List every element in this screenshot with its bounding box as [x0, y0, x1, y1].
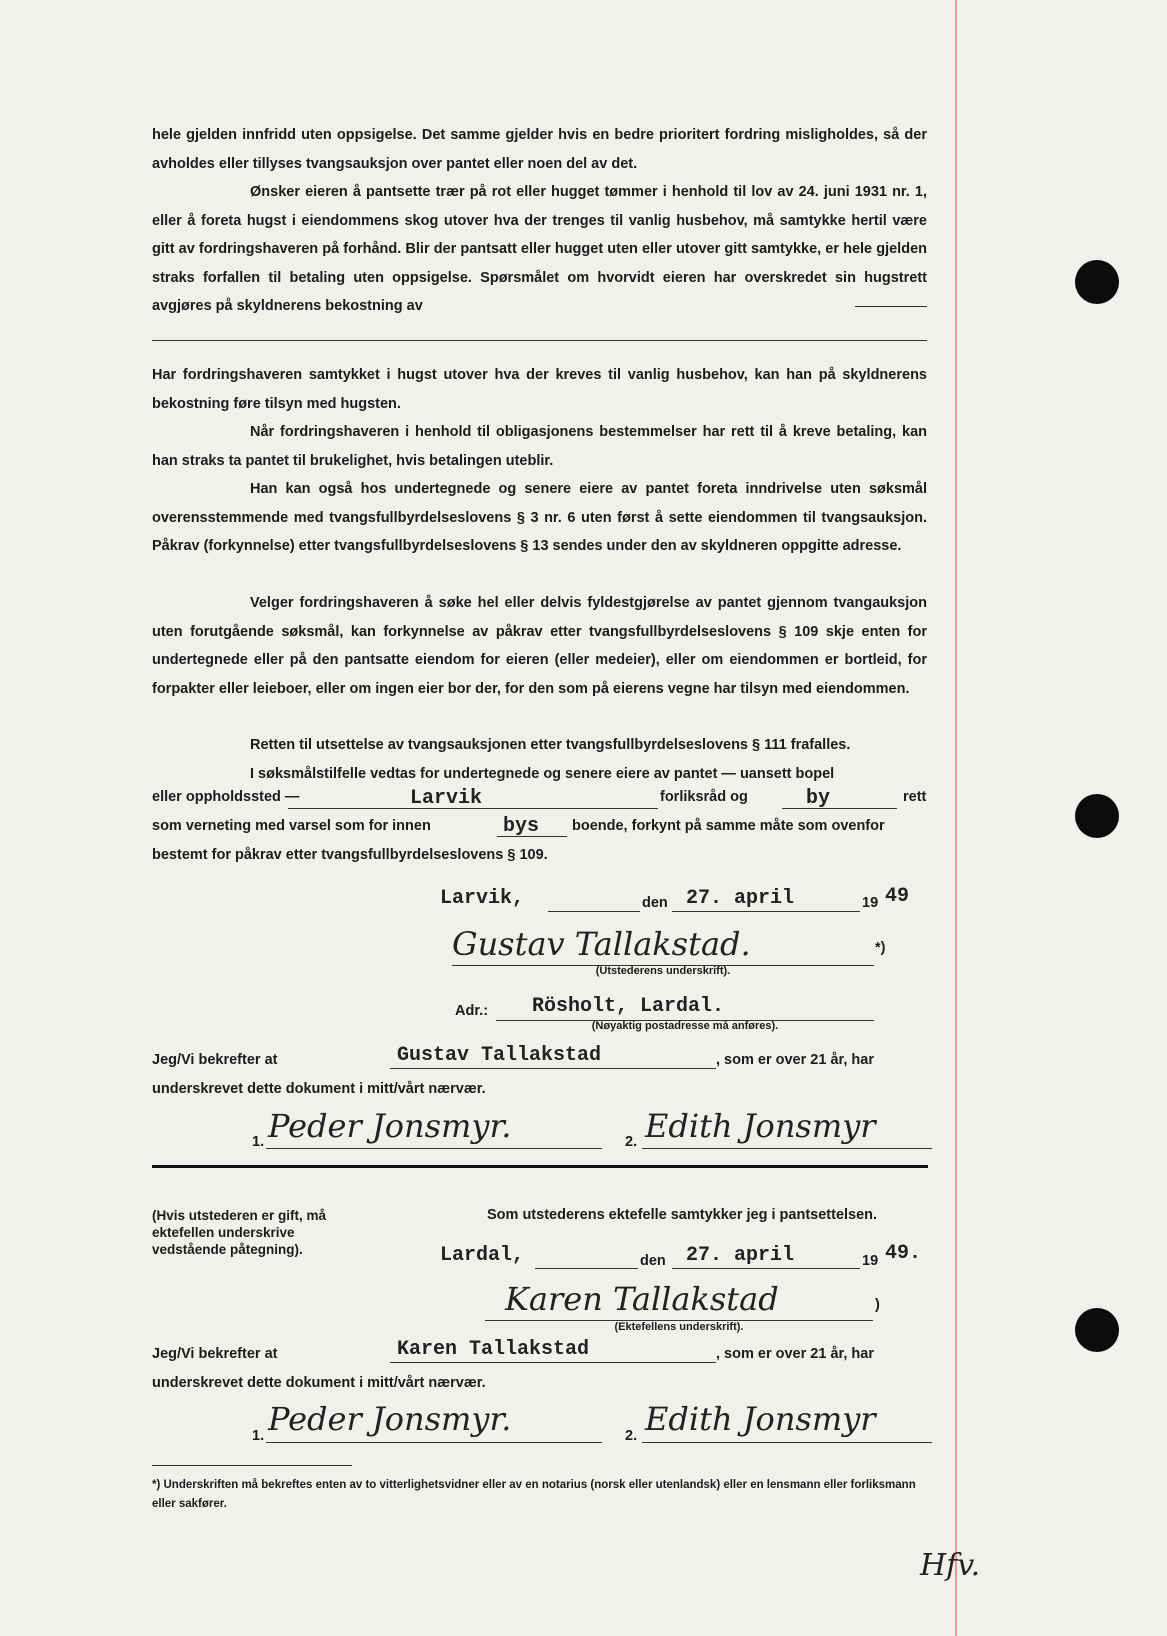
signing-place: Larvik,	[440, 887, 525, 910]
spouse-confirm-suffix: , som er over 21 år, har	[716, 1346, 874, 1362]
confirm-name-line	[390, 1068, 716, 1069]
margin-line	[955, 0, 957, 1636]
witness2-signature: Edith Jonsmyr	[645, 1107, 876, 1145]
blank-line	[855, 306, 927, 307]
spouse-signature-caption: (Ektefellens underskrift).	[614, 1321, 744, 1333]
spouse-witness2-line	[642, 1442, 932, 1443]
footnote-rule	[152, 1465, 352, 1466]
blank-line	[152, 340, 927, 341]
spouse-witness1-line	[266, 1442, 602, 1443]
spouse-consent: Som utstederens ektefelle samtykker jeg i pantsettelsen.	[487, 1207, 878, 1223]
venue-line4: bestemt for påkrav etter tvangsfullbyrdelseslovens § 109.	[152, 847, 548, 863]
venue-line3-suffix: boende, forkynt på samme måte som ovenfor	[572, 818, 885, 834]
venue-court-line	[782, 808, 897, 809]
signature-mark: *)	[875, 940, 886, 956]
issuer-signature: Gustav Tallakstad.	[452, 925, 751, 963]
spouse-witness1-number: 1.	[252, 1428, 265, 1444]
spouse-den-label: den	[640, 1253, 666, 1269]
venue-middle: forliksråd og	[660, 789, 748, 805]
spouse-note: (Hvis utstederen er gift, må ektefellen underskrive vedstående påtegning).	[152, 1208, 327, 1257]
venue-within: bys	[503, 815, 540, 838]
signing-den-label: den	[642, 895, 668, 911]
spouse-year-prefix: 19	[862, 1253, 879, 1269]
paragraph-default: hele gjelden innfridd uten oppsigelse. Det samme gjelder hvis en bedre prioritert fordring misligholdes, så der avholdes eller tillyses tvangsauksjon over pantet eller noen del av det.	[152, 127, 927, 172]
paragraph-supervision: Har fordringshaveren samtykket i hugst utover hva der kreves til vanlig husbehov, kan han på skyldnerens bekostning føre tilsyn med hugsten.	[152, 367, 927, 412]
witness1-number: 1.	[252, 1134, 265, 1150]
spouse-signature: Karen Tallakstad	[505, 1280, 779, 1318]
confirm-prefix: Jeg/Vi bekrefter at	[152, 1052, 278, 1068]
venue-suffix: rett	[903, 789, 927, 805]
signing-year-prefix: 19	[862, 895, 879, 911]
venue-court: by	[806, 787, 831, 810]
paragraph-waiver: Retten til utsettelse av tvangsauksjonen etter tvangsfullbyrdelseslovens § 111 frafalles.	[250, 737, 851, 753]
spouse-place: Lardal,	[440, 1244, 525, 1267]
spouse-date-line	[672, 1268, 860, 1269]
issuer-signature-caption: (Utstederens underskrift).	[595, 965, 731, 977]
venue-place: Larvik	[410, 787, 483, 810]
spouse-date: 27. april	[686, 1244, 795, 1267]
spouse-year: 49.	[885, 1242, 922, 1265]
section-divider	[152, 1165, 928, 1168]
confirm-line2: underskrevet dette dokument i mitt/vårt nærvær.	[152, 1081, 486, 1097]
spouse-confirm-name: Karen Tallakstad	[397, 1338, 590, 1361]
witness1-line	[266, 1148, 602, 1149]
signing-date-line	[672, 911, 860, 912]
address-label: Adr.:	[455, 1003, 489, 1019]
address-caption: (Nøyaktig postadresse må anføres).	[591, 1020, 779, 1032]
address-value: Rösholt, Lardal.	[532, 995, 725, 1018]
witness1-signature: Peder Jonsmyr.	[268, 1107, 512, 1145]
venue-intro: I søksmålstilfelle vedtas for undertegnede og senere eiere av pantet — uansett bopel	[250, 766, 835, 782]
paragraph-timber: Ønsker eieren å pantsette trær på rot eller hugget tømmer i henhold til lov av 24. juni 1931 nr. 1, eller å foreta hugst i eiendommens skog utover hva der trenges til vanlig husbehov, må samtykke hertil være gitt av fordringshaveren på forhånd. Blir der pantsatt eller hugget uten eller utover gitt samtykke, er hele gjelden straks forfallen til betaling uten oppsigelse. Spørsmålet om hvorvidt eieren har overskredet sin hugstrett avgjøres på skyldnerens bekostning av	[152, 184, 927, 314]
signing-year: 49	[885, 885, 910, 908]
punch-hole	[1075, 794, 1119, 838]
confirm-name: Gustav Tallakstad	[397, 1044, 602, 1067]
spouse-confirm-prefix: Jeg/Vi bekrefter at	[152, 1346, 278, 1362]
spouse-signature-mark: )	[875, 1297, 880, 1313]
spouse-confirm-name-line	[390, 1362, 716, 1363]
punch-hole	[1075, 260, 1119, 304]
punch-hole	[1075, 1308, 1119, 1352]
witness2-line	[642, 1148, 932, 1149]
footnote: *) Underskriften må bekreftes enten av to vitterlighetsvidner eller av en notarius (norsk eller utenlandsk) eller en lensmann eller forliksmann eller sakfører.	[152, 1479, 916, 1510]
paragraph-possession: Når fordringshaveren i henhold til obligasjonens bestemmelser har rett til å kreve betaling, kan han straks ta pantet til brukelighet, hvis betalingen uteblir.	[152, 424, 927, 469]
signing-date: 27. april	[686, 887, 795, 910]
spouse-witness1-signature: Peder Jonsmyr.	[268, 1400, 512, 1438]
spouse-place-line	[535, 1268, 638, 1269]
venue-prefix: eller oppholdssted —	[152, 789, 300, 805]
spouse-witness2-number: 2.	[625, 1428, 638, 1444]
witness2-number: 2.	[625, 1134, 638, 1150]
spouse-witness2-signature: Edith Jonsmyr	[645, 1400, 876, 1438]
paragraph-enforcement: Han kan også hos undertegnede og senere eiere av pantet foreta inndrivelse uten søksmål overensstemmende med tvangsfullbyrdelseslovens § 3 nr. 6 uten først å sette eiendommen til tvangsauksjon. Påkrav (forkynnelse) etter tvangsfullbyrdelseslovens § 13 sendes under den av skyldneren oppgitte adresse.	[152, 481, 927, 554]
paragraph-service: Velger fordringshaveren å søke hel eller delvis fyldestgjørelse av pantet gjennom tvangauksjon uten forutgående søksmål, kan forkynnelse av påkrav etter tvangsfullbyrdelseslovens § 109 skje enten for undertegnede eller på den pantsatte eiendom for eieren (eller medeier), eller om eiendommen er bortleid, for forpakter eller leieboer, eller om ingen eier bor der, for den som på eierens vegne har tilsyn med eiendommen.	[152, 595, 927, 697]
venue-line3-prefix: som verneting med varsel som for innen	[152, 818, 431, 834]
initials: Hfv.	[920, 1548, 981, 1583]
signing-place-line	[548, 911, 640, 912]
confirm-suffix: , som er over 21 år, har	[716, 1052, 874, 1068]
spouse-confirm-line2: underskrevet dette dokument i mitt/vårt nærvær.	[152, 1375, 486, 1391]
